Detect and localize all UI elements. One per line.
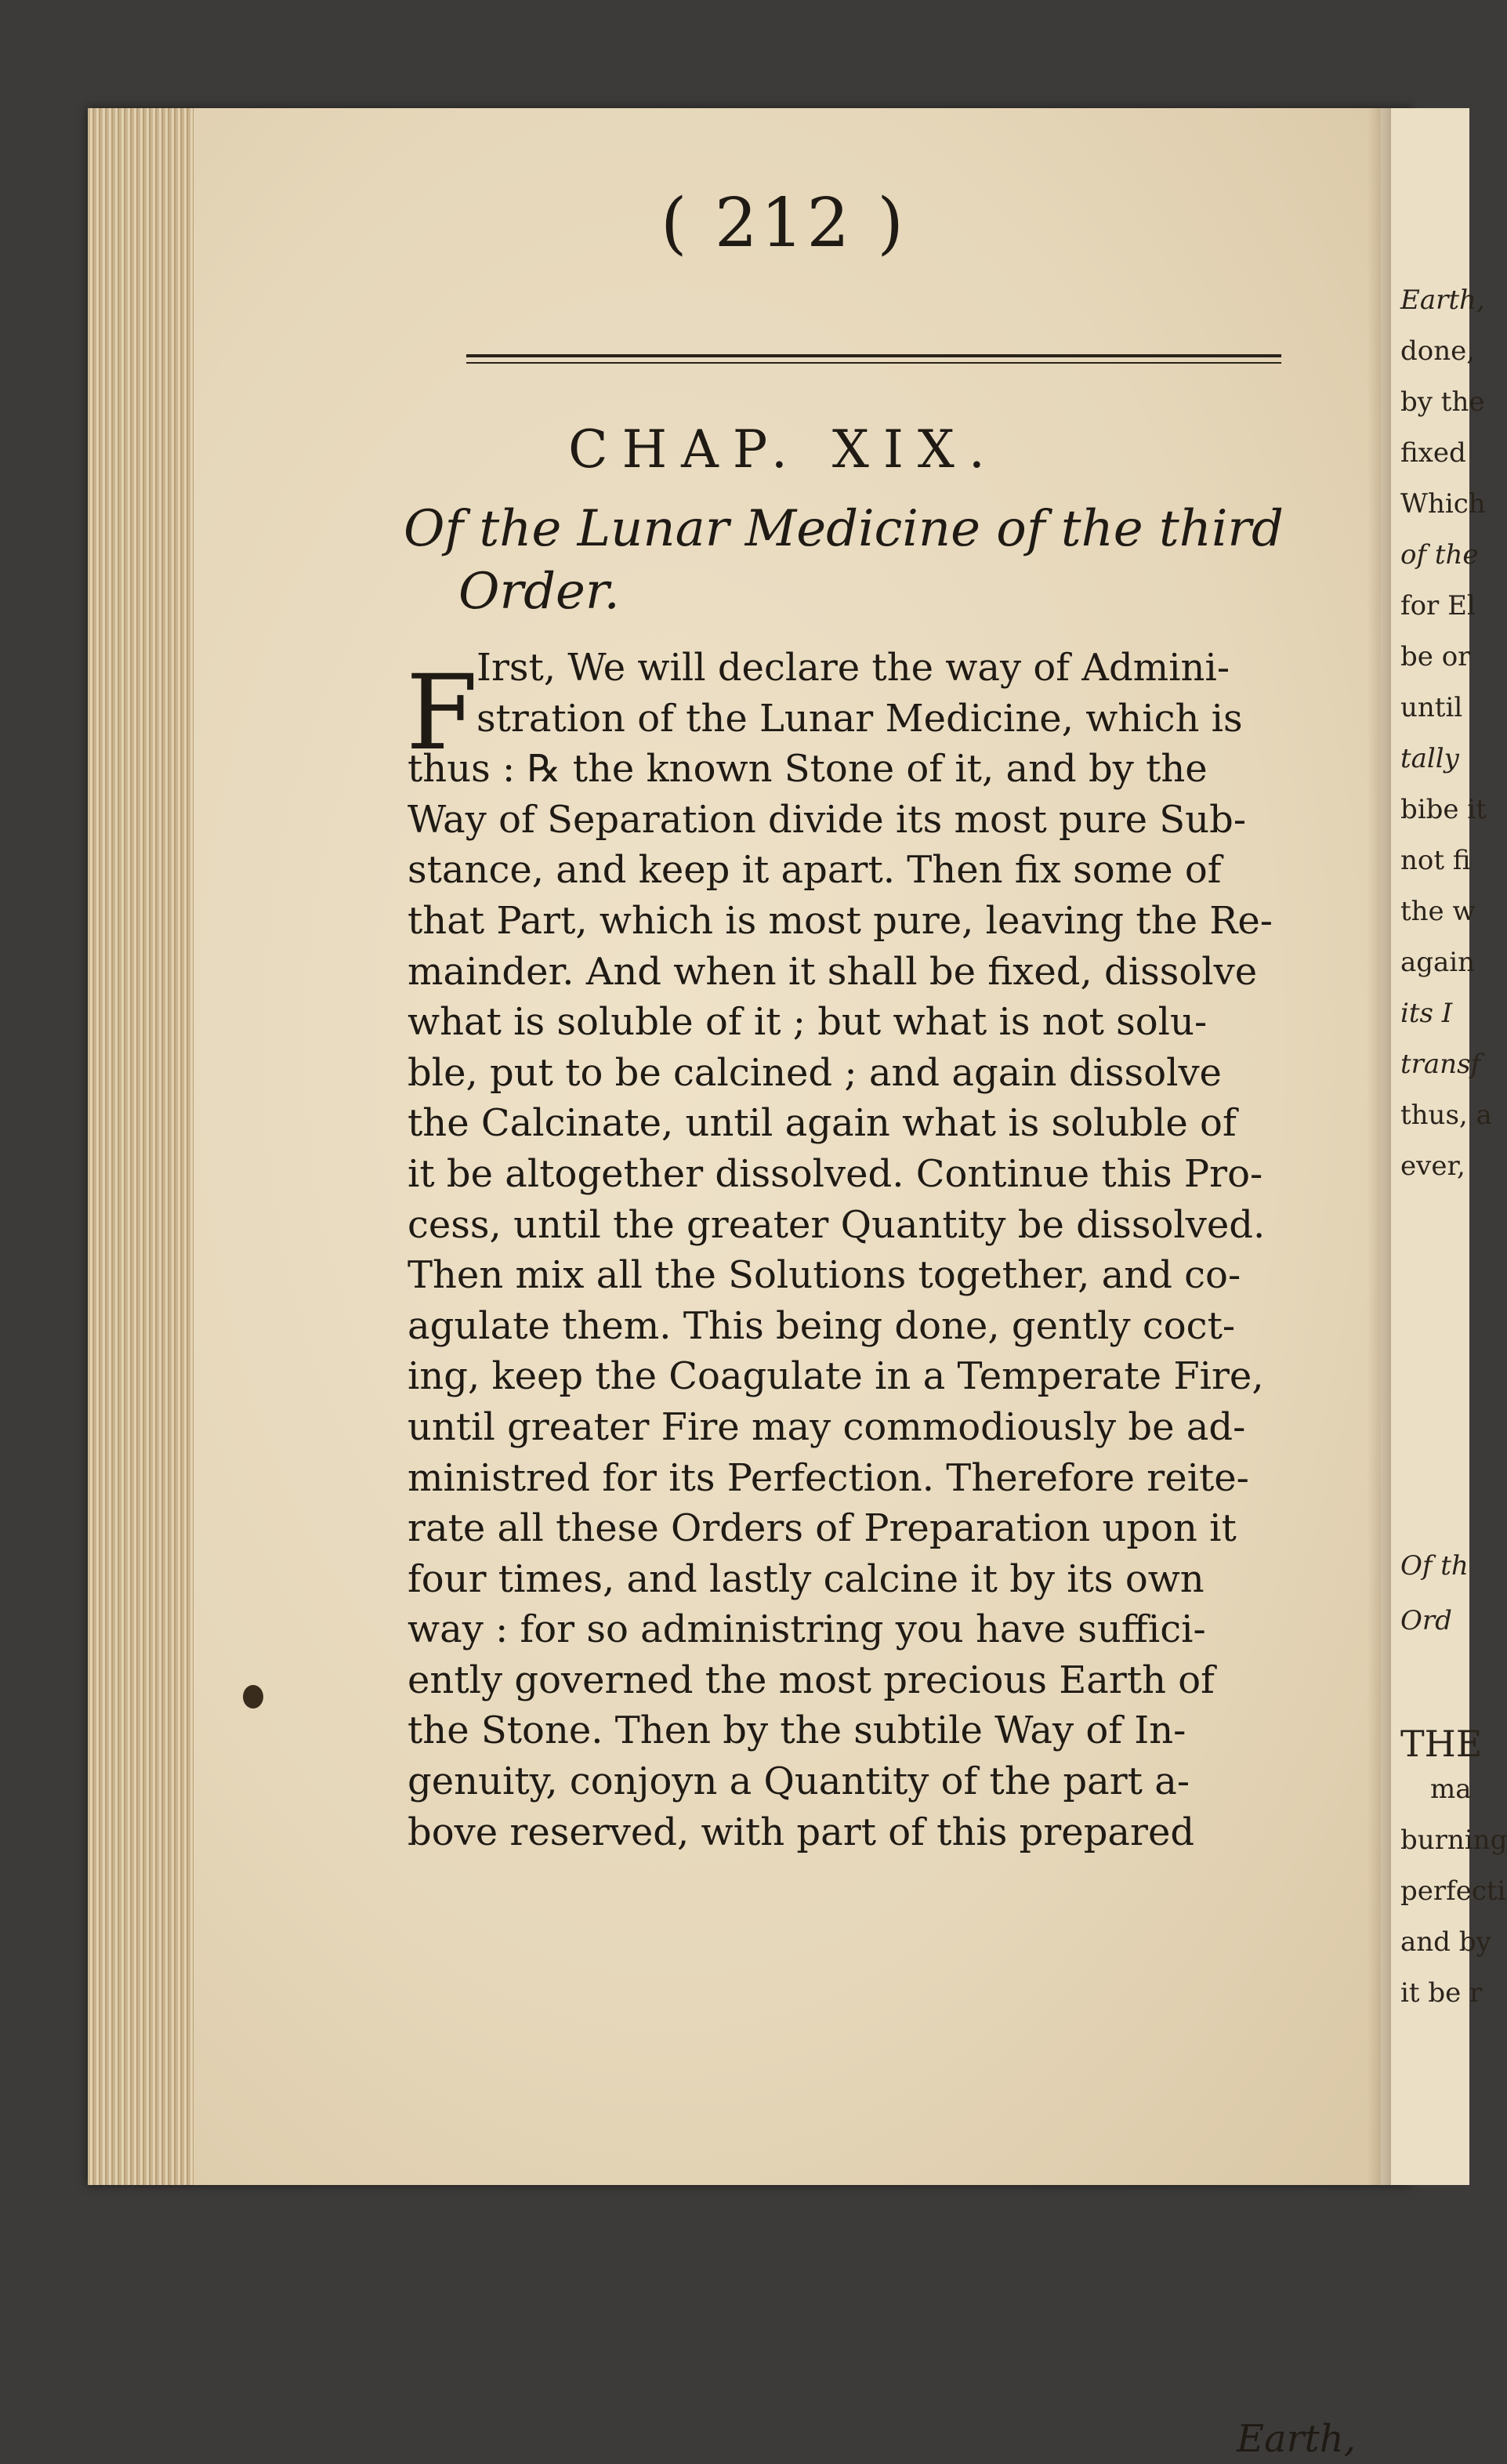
text-line: agulate them. This being done, gently coct- [408, 1303, 1236, 1348]
body-text [408, 643, 1356, 2461]
text-line: Then mix all the Solutions together, and co- [408, 1253, 1241, 1298]
page-edges [88, 108, 194, 2185]
text-line: four times, and lastly calcine it by its own [408, 1556, 1205, 1601]
next-page-line: of the [1400, 539, 1479, 571]
text-line: mainder. And when it shall be fixed, dissolve [408, 949, 1258, 994]
text-line: rate all these Orders of Preparation upon it [408, 1506, 1237, 1551]
text-line: stance, and keep it apart. Then fix some of [408, 848, 1222, 893]
drop-cap: F [406, 653, 478, 774]
next-page-line: Of th [1400, 1550, 1469, 1582]
text-line: bove reserved, with part of this prepared [408, 1810, 1195, 1854]
next-page-line: the w [1400, 896, 1476, 927]
next-page-line: it be r [1400, 1977, 1483, 2009]
next-page-line: not fi [1400, 845, 1471, 876]
chapter-title: CHAP. XIX. [568, 419, 999, 480]
next-page-line: Earth, [1400, 284, 1485, 316]
next-page-line: thus, a [1400, 1100, 1492, 1131]
text-line: ble, put to be calcined ; and again dissolve [408, 1050, 1222, 1095]
next-page-line: done, [1400, 335, 1476, 367]
next-page-line: its I [1400, 998, 1453, 1029]
right-page-fragment [1391, 108, 1507, 2185]
next-page-line: THE [1400, 1723, 1483, 1765]
next-page-line: ever, [1400, 1150, 1465, 1182]
text-line: the Calcinate, until again what is soluble of [408, 1101, 1237, 1146]
next-page-line: until [1400, 692, 1463, 723]
ink-stain [243, 1685, 263, 1708]
next-page-line: ma [1430, 1774, 1472, 1805]
next-page-line: burning [1400, 1824, 1507, 1856]
next-page-line: perfecti [1400, 1875, 1506, 1907]
text-line: way : for so administring you have suffici- [408, 1607, 1206, 1652]
text-line: what is soluble of it ; but what is not solu- [408, 1000, 1208, 1045]
text-line: it be altogether dissolved. Continue this Pro- [408, 1151, 1263, 1196]
header-rule [466, 354, 1281, 357]
next-page-line: for El [1400, 590, 1476, 621]
next-page-line: and by [1400, 1926, 1491, 1958]
catchword: Earth, [1236, 2417, 1356, 2461]
next-page-line: by the [1400, 386, 1485, 418]
header-rule-thin [466, 362, 1281, 364]
text-line: genuity, conjoyn a Quantity of the part a- [408, 1759, 1190, 1804]
next-page-line: be or [1400, 641, 1471, 672]
next-page-line: Ord [1400, 1605, 1452, 1636]
next-page-line: bibe it [1400, 794, 1487, 825]
next-page-line: Which [1400, 488, 1486, 520]
next-page-line: again [1400, 947, 1476, 978]
gutter-shadow [1368, 108, 1391, 2185]
heading-line-1: Of the Lunar Medicine of the third [404, 500, 1284, 558]
text-line: ing, keep the Coagulate in a Temperate Fire, [408, 1354, 1264, 1399]
text-line: thus : ℞ the known Stone of it, and by the [408, 747, 1208, 792]
text-line: stration of the Lunar Medicine, which is [476, 696, 1243, 741]
page-number: ( 212 ) [661, 184, 907, 263]
heading-line-2: Order. [458, 563, 620, 621]
text-line: cess, until the greater Quantity be dissolved. [408, 1202, 1266, 1247]
text-line: ministred for its Perfection. Therefore reite- [408, 1455, 1249, 1500]
text-line: Irst, We will declare the way of Admini- [476, 646, 1230, 690]
text-line: Way of Separation divide its most pure Sub- [408, 797, 1247, 842]
next-page-line: tally [1400, 743, 1459, 774]
next-page-line: fixed [1400, 437, 1466, 469]
text-line: the Stone. Then by the subtile Way of In- [408, 1708, 1186, 1753]
text-line: until greater Fire may commodiously be ad- [408, 1404, 1246, 1449]
next-page-line: transf [1400, 1049, 1481, 1080]
text-line: that Part, which is most pure, leaving the Re- [408, 898, 1273, 943]
chapter-heading [404, 498, 1368, 623]
text-line: ently governed the most precious Earth of [408, 1658, 1215, 1702]
